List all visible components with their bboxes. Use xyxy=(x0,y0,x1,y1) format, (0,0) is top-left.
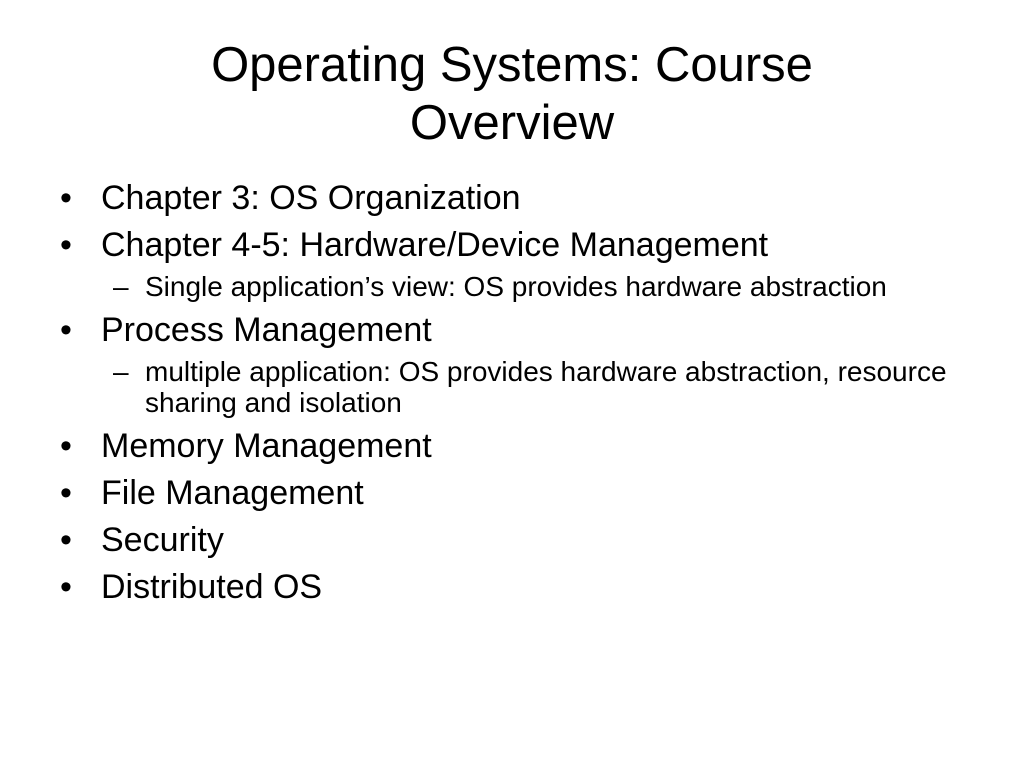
sub-bullet-list xyxy=(60,356,960,418)
sub-bullet-group xyxy=(60,356,960,418)
sub-bullet-item xyxy=(60,271,960,302)
sub-bullet-group xyxy=(60,271,960,302)
bullet-text: File Management xyxy=(101,474,364,512)
bullet-text: Process Management xyxy=(101,311,432,349)
bullet-marker: • xyxy=(60,311,72,349)
bullet-marker: • xyxy=(60,226,72,264)
bullet-item xyxy=(60,424,960,468)
bullet-text: Distributed OS xyxy=(101,568,323,606)
bullet-marker: • xyxy=(60,474,72,512)
sub-bullet-list xyxy=(60,271,960,302)
sub-bullet-text: Single application’s view: OS provides hardware abstraction xyxy=(145,271,887,302)
bullet-marker: • xyxy=(60,179,72,217)
bullet-text: Security xyxy=(101,521,224,559)
bullet-text: Memory Management xyxy=(101,427,432,465)
dash-marker: – xyxy=(113,271,129,302)
sub-bullet-text: multiple application: OS provides hardware abstraction, resource sharing and isolation xyxy=(145,356,947,418)
slide-title: Operating Systems: Course Overview xyxy=(211,38,813,150)
bullet-marker: • xyxy=(60,568,72,606)
bullet-item xyxy=(60,565,960,609)
dash-marker: – xyxy=(113,356,129,387)
bullet-item xyxy=(60,518,960,562)
bullet-text: Chapter 3: OS Organization xyxy=(101,179,521,217)
bullet-marker: • xyxy=(60,427,72,465)
bullet-item xyxy=(60,176,960,220)
bullet-item xyxy=(60,308,960,352)
bullet-marker: • xyxy=(60,521,72,559)
sub-bullet-item xyxy=(60,356,960,418)
bullet-item xyxy=(60,471,960,515)
bullet-item xyxy=(60,223,960,267)
bullet-text: Chapter 4-5: Hardware/Device Management xyxy=(101,226,769,264)
bullet-list xyxy=(60,176,960,612)
